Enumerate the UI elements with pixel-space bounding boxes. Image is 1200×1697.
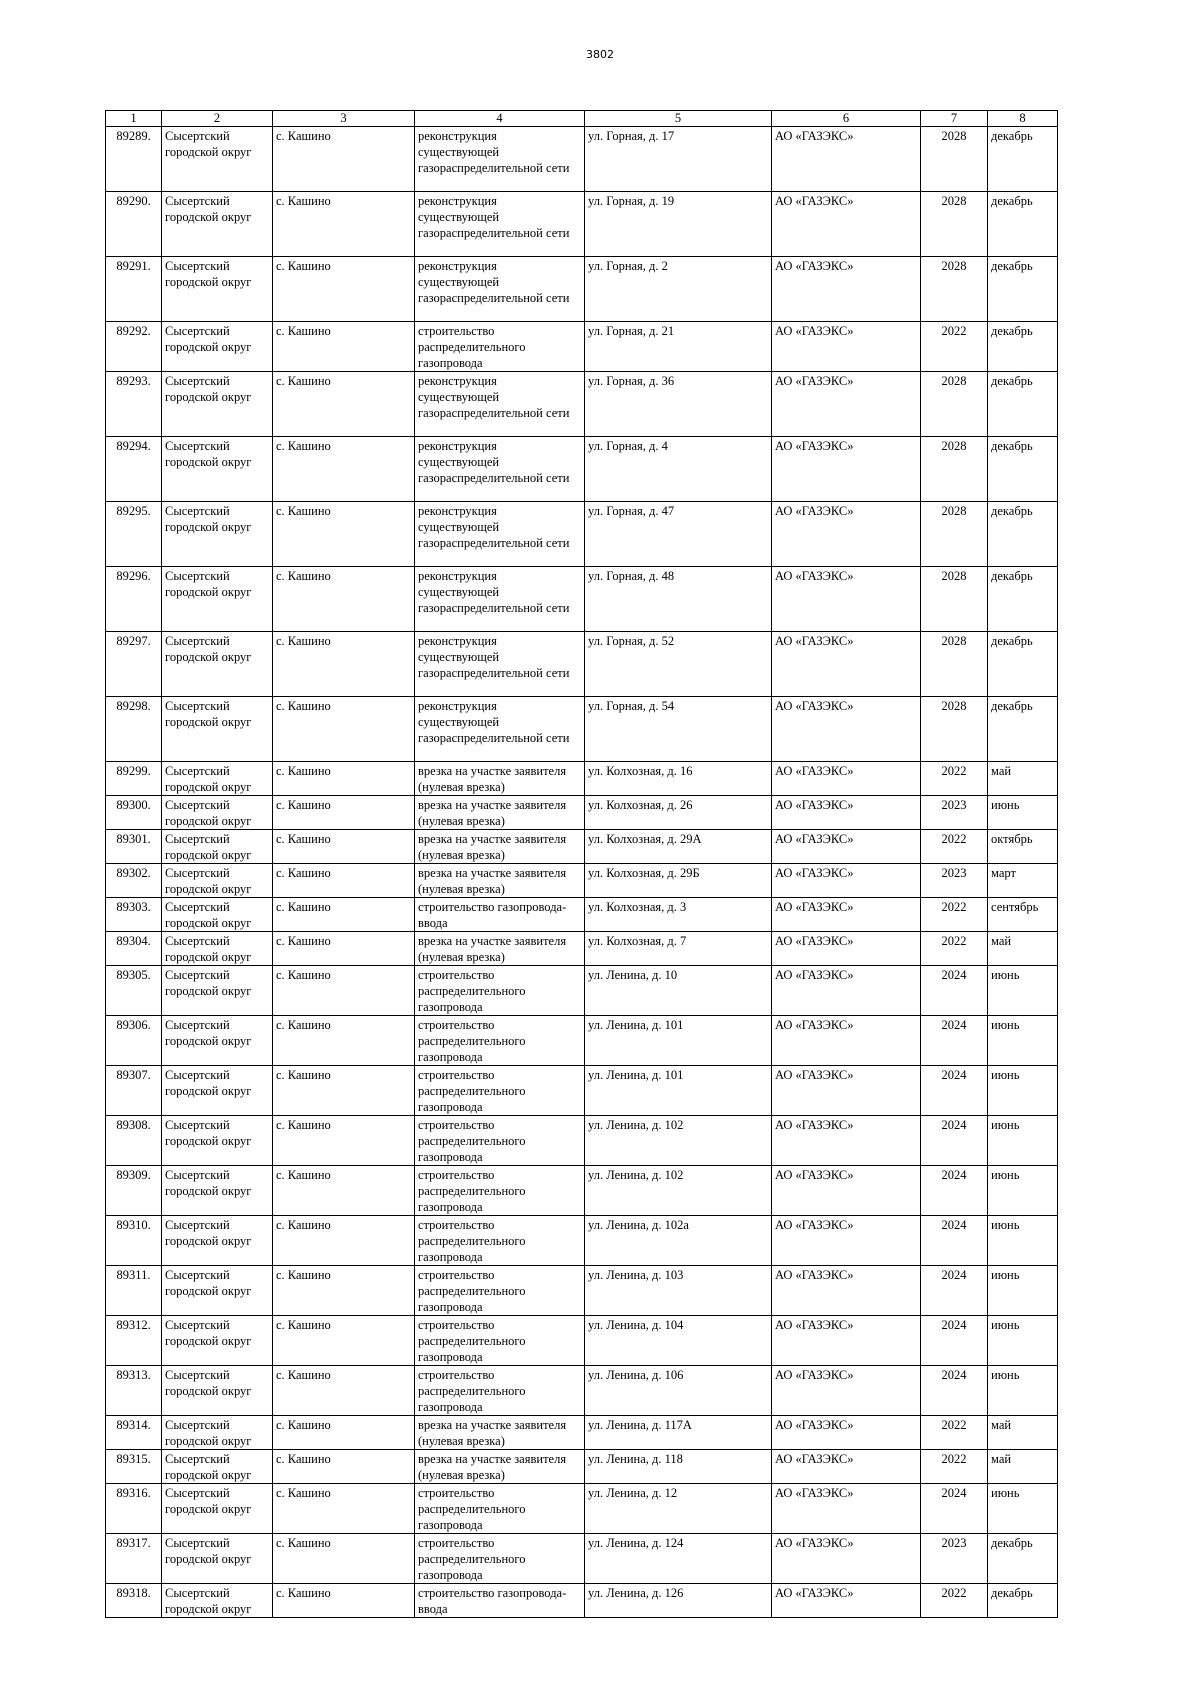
settlement-cell: с. Кашино <box>273 257 415 322</box>
year-cell: 2024 <box>921 1116 988 1166</box>
row-number: 89295. <box>106 502 162 567</box>
settlement-cell: с. Кашино <box>273 1266 415 1316</box>
settlement-cell: с. Кашино <box>273 1366 415 1416</box>
settlement-cell: с. Кашино <box>273 437 415 502</box>
address-cell: ул. Ленина, д. 103 <box>585 1266 772 1316</box>
address-cell: ул. Горная, д. 19 <box>585 192 772 257</box>
address-cell: ул. Ленина, д. 118 <box>585 1450 772 1484</box>
table-row <box>106 1016 1058 1066</box>
settlement-cell: с. Кашино <box>273 898 415 932</box>
district-cell: Сысертский городской округ <box>162 1534 273 1584</box>
address-cell: ул. Горная, д. 47 <box>585 502 772 567</box>
year-cell: 2024 <box>921 1066 988 1116</box>
table-row <box>106 864 1058 898</box>
organization-cell: АО «ГАЗЭКС» <box>772 1266 921 1316</box>
address-cell: ул. Колхозная, д. 16 <box>585 762 772 796</box>
month-cell: март <box>988 864 1058 898</box>
settlement-cell: с. Кашино <box>273 502 415 567</box>
month-cell: сентябрь <box>988 898 1058 932</box>
organization-cell: АО «ГАЗЭКС» <box>772 1484 921 1534</box>
year-cell: 2023 <box>921 864 988 898</box>
district-cell: Сысертский городской округ <box>162 932 273 966</box>
settlement-cell: с. Кашино <box>273 796 415 830</box>
table-body <box>106 127 1058 1618</box>
organization-cell: АО «ГАЗЭКС» <box>772 1534 921 1584</box>
district-cell: Сысертский городской округ <box>162 1450 273 1484</box>
organization-cell: АО «ГАЗЭКС» <box>772 437 921 502</box>
table-row <box>106 1584 1058 1618</box>
month-cell: июнь <box>988 796 1058 830</box>
district-cell: Сысертский городской округ <box>162 127 273 192</box>
table-row <box>106 372 1058 437</box>
work-type-cell: строительство распределительного газопровода <box>415 966 585 1016</box>
row-number: 89289. <box>106 127 162 192</box>
district-cell: Сысертский городской округ <box>162 898 273 932</box>
district-cell: Сысертский городской округ <box>162 1584 273 1618</box>
organization-cell: АО «ГАЗЭКС» <box>772 372 921 437</box>
row-number: 89310. <box>106 1216 162 1266</box>
work-type-cell: строительство газопровода-ввода <box>415 898 585 932</box>
organization-cell: АО «ГАЗЭКС» <box>772 502 921 567</box>
address-cell: ул. Ленина, д. 102 <box>585 1166 772 1216</box>
year-cell: 2024 <box>921 966 988 1016</box>
district-cell: Сысертский городской округ <box>162 372 273 437</box>
year-cell: 2028 <box>921 632 988 697</box>
table-row <box>106 192 1058 257</box>
address-cell: ул. Колхозная, д. 29А <box>585 830 772 864</box>
district-cell: Сысертский городской округ <box>162 502 273 567</box>
column-header: 4 <box>415 111 585 127</box>
row-number: 89303. <box>106 898 162 932</box>
row-number: 89296. <box>106 567 162 632</box>
year-cell: 2023 <box>921 1534 988 1584</box>
work-type-cell: врезка на участке заявителя (нулевая врезка) <box>415 1450 585 1484</box>
address-cell: ул. Горная, д. 54 <box>585 697 772 762</box>
year-cell: 2022 <box>921 1416 988 1450</box>
table-row <box>106 697 1058 762</box>
district-cell: Сысертский городской округ <box>162 1216 273 1266</box>
table-row <box>106 1484 1058 1534</box>
organization-cell: АО «ГАЗЭКС» <box>772 697 921 762</box>
settlement-cell: с. Кашино <box>273 830 415 864</box>
month-cell: июнь <box>988 1116 1058 1166</box>
district-cell: Сысертский городской округ <box>162 966 273 1016</box>
organization-cell: АО «ГАЗЭКС» <box>772 127 921 192</box>
row-number: 89315. <box>106 1450 162 1484</box>
district-cell: Сысертский городской округ <box>162 1416 273 1450</box>
work-type-cell: врезка на участке заявителя (нулевая врезка) <box>415 762 585 796</box>
row-number: 89301. <box>106 830 162 864</box>
work-type-cell: реконструкция существующей газораспределительной сети <box>415 567 585 632</box>
organization-cell: АО «ГАЗЭКС» <box>772 567 921 632</box>
column-header: 3 <box>273 111 415 127</box>
organization-cell: АО «ГАЗЭКС» <box>772 1166 921 1216</box>
month-cell: декабрь <box>988 192 1058 257</box>
address-cell: ул. Горная, д. 21 <box>585 322 772 372</box>
settlement-cell: с. Кашино <box>273 1216 415 1266</box>
row-number: 89317. <box>106 1534 162 1584</box>
column-number-header-row <box>106 111 1058 127</box>
settlement-cell: с. Кашино <box>273 322 415 372</box>
address-cell: ул. Ленина, д. 101 <box>585 1016 772 1066</box>
year-cell: 2022 <box>921 322 988 372</box>
work-type-cell: строительство распределительного газопровода <box>415 322 585 372</box>
row-number: 89300. <box>106 796 162 830</box>
column-header: 1 <box>106 111 162 127</box>
row-number: 89302. <box>106 864 162 898</box>
row-number: 89297. <box>106 632 162 697</box>
year-cell: 2024 <box>921 1484 988 1534</box>
address-cell: ул. Колхозная, д. 26 <box>585 796 772 830</box>
month-cell: октябрь <box>988 830 1058 864</box>
month-cell: декабрь <box>988 632 1058 697</box>
organization-cell: АО «ГАЗЭКС» <box>772 1584 921 1618</box>
table-row <box>106 1450 1058 1484</box>
column-header: 2 <box>162 111 273 127</box>
row-number: 89304. <box>106 932 162 966</box>
month-cell: декабрь <box>988 437 1058 502</box>
address-cell: ул. Колхозная, д. 7 <box>585 932 772 966</box>
organization-cell: АО «ГАЗЭКС» <box>772 796 921 830</box>
settlement-cell: с. Кашино <box>273 372 415 437</box>
address-cell: ул. Ленина, д. 12 <box>585 1484 772 1534</box>
work-type-cell: врезка на участке заявителя (нулевая врезка) <box>415 864 585 898</box>
month-cell: декабрь <box>988 1584 1058 1618</box>
organization-cell: АО «ГАЗЭКС» <box>772 898 921 932</box>
row-number: 89318. <box>106 1584 162 1618</box>
district-cell: Сысертский городской округ <box>162 1484 273 1534</box>
settlement-cell: с. Кашино <box>273 932 415 966</box>
row-number: 89311. <box>106 1266 162 1316</box>
work-type-cell: реконструкция существующей газораспределительной сети <box>415 192 585 257</box>
work-type-cell: реконструкция существующей газораспределительной сети <box>415 437 585 502</box>
settlement-cell: с. Кашино <box>273 1116 415 1166</box>
table-row <box>106 567 1058 632</box>
work-type-cell: врезка на участке заявителя (нулевая врезка) <box>415 1416 585 1450</box>
district-cell: Сысертский городской округ <box>162 322 273 372</box>
address-cell: ул. Горная, д. 4 <box>585 437 772 502</box>
settlement-cell: с. Кашино <box>273 567 415 632</box>
organization-cell: АО «ГАЗЭКС» <box>772 1216 921 1266</box>
month-cell: июнь <box>988 1316 1058 1366</box>
row-number: 89314. <box>106 1416 162 1450</box>
table-row <box>106 932 1058 966</box>
table-row <box>106 632 1058 697</box>
district-cell: Сысертский городской округ <box>162 830 273 864</box>
month-cell: июнь <box>988 966 1058 1016</box>
district-cell: Сысертский городской округ <box>162 632 273 697</box>
work-type-cell: реконструкция существующей газораспределительной сети <box>415 127 585 192</box>
settlement-cell: с. Кашино <box>273 1484 415 1534</box>
organization-cell: АО «ГАЗЭКС» <box>772 1016 921 1066</box>
table-row <box>106 830 1058 864</box>
year-cell: 2028 <box>921 127 988 192</box>
year-cell: 2022 <box>921 762 988 796</box>
table-row <box>106 322 1058 372</box>
address-cell: ул. Горная, д. 2 <box>585 257 772 322</box>
row-number: 89312. <box>106 1316 162 1366</box>
district-cell: Сысертский городской округ <box>162 864 273 898</box>
work-type-cell: строительство распределительного газопровода <box>415 1266 585 1316</box>
month-cell: июнь <box>988 1266 1058 1316</box>
table-row <box>106 898 1058 932</box>
month-cell: декабрь <box>988 567 1058 632</box>
row-number: 89308. <box>106 1116 162 1166</box>
row-number: 89299. <box>106 762 162 796</box>
month-cell: июнь <box>988 1484 1058 1534</box>
year-cell: 2028 <box>921 257 988 322</box>
address-cell: ул. Ленина, д. 126 <box>585 1584 772 1618</box>
settlement-cell: с. Кашино <box>273 1016 415 1066</box>
organization-cell: АО «ГАЗЭКС» <box>772 966 921 1016</box>
organization-cell: АО «ГАЗЭКС» <box>772 762 921 796</box>
table-row <box>106 127 1058 192</box>
month-cell: декабрь <box>988 697 1058 762</box>
work-type-cell: строительство газопровода-ввода <box>415 1584 585 1618</box>
row-number: 89298. <box>106 697 162 762</box>
work-type-cell: строительство распределительного газопровода <box>415 1016 585 1066</box>
month-cell: июнь <box>988 1066 1058 1116</box>
year-cell: 2028 <box>921 437 988 502</box>
organization-cell: АО «ГАЗЭКС» <box>772 632 921 697</box>
table-row <box>106 1316 1058 1366</box>
year-cell: 2024 <box>921 1016 988 1066</box>
settlement-cell: с. Кашино <box>273 1166 415 1216</box>
address-cell: ул. Колхозная, д. 3 <box>585 898 772 932</box>
month-cell: декабрь <box>988 127 1058 192</box>
district-cell: Сысертский городской округ <box>162 257 273 322</box>
year-cell: 2024 <box>921 1316 988 1366</box>
work-type-cell: врезка на участке заявителя (нулевая врезка) <box>415 796 585 830</box>
work-type-cell: реконструкция существующей газораспределительной сети <box>415 257 585 322</box>
settlement-cell: с. Кашино <box>273 697 415 762</box>
table-row <box>106 796 1058 830</box>
work-type-cell: строительство распределительного газопровода <box>415 1366 585 1416</box>
year-cell: 2022 <box>921 1450 988 1484</box>
page-number: 3802 <box>586 48 614 61</box>
table-row <box>106 1116 1058 1166</box>
work-type-cell: врезка на участке заявителя (нулевая врезка) <box>415 830 585 864</box>
organization-cell: АО «ГАЗЭКС» <box>772 1066 921 1116</box>
organization-cell: АО «ГАЗЭКС» <box>772 192 921 257</box>
work-type-cell: реконструкция существующей газораспределительной сети <box>415 632 585 697</box>
district-cell: Сысертский городской округ <box>162 1366 273 1416</box>
month-cell: декабрь <box>988 372 1058 437</box>
month-cell: декабрь <box>988 257 1058 322</box>
organization-cell: АО «ГАЗЭКС» <box>772 932 921 966</box>
address-cell: ул. Колхозная, д. 29Б <box>585 864 772 898</box>
district-cell: Сысертский городской округ <box>162 762 273 796</box>
table-row <box>106 1266 1058 1316</box>
row-number: 89305. <box>106 966 162 1016</box>
settlement-cell: с. Кашино <box>273 1534 415 1584</box>
work-type-cell: реконструкция существующей газораспределительной сети <box>415 502 585 567</box>
organization-cell: АО «ГАЗЭКС» <box>772 1416 921 1450</box>
work-type-cell: строительство распределительного газопровода <box>415 1534 585 1584</box>
work-type-cell: строительство распределительного газопровода <box>415 1166 585 1216</box>
year-cell: 2022 <box>921 830 988 864</box>
column-header: 5 <box>585 111 772 127</box>
settlement-cell: с. Кашино <box>273 127 415 192</box>
district-cell: Сысертский городской округ <box>162 1116 273 1166</box>
table-row <box>106 257 1058 322</box>
year-cell: 2024 <box>921 1166 988 1216</box>
table-row <box>106 437 1058 502</box>
address-cell: ул. Горная, д. 36 <box>585 372 772 437</box>
address-cell: ул. Горная, д. 48 <box>585 567 772 632</box>
organization-cell: АО «ГАЗЭКС» <box>772 1316 921 1366</box>
settlement-cell: с. Кашино <box>273 1584 415 1618</box>
work-type-cell: строительство распределительного газопровода <box>415 1066 585 1116</box>
table-row <box>106 502 1058 567</box>
work-type-cell: врезка на участке заявителя (нулевая врезка) <box>415 932 585 966</box>
settlement-cell: с. Кашино <box>273 1066 415 1116</box>
row-number: 89291. <box>106 257 162 322</box>
work-type-cell: строительство распределительного газопровода <box>415 1484 585 1534</box>
organization-cell: АО «ГАЗЭКС» <box>772 864 921 898</box>
district-cell: Сысертский городской округ <box>162 567 273 632</box>
settlement-cell: с. Кашино <box>273 864 415 898</box>
year-cell: 2022 <box>921 898 988 932</box>
address-cell: ул. Ленина, д. 124 <box>585 1534 772 1584</box>
row-number: 89313. <box>106 1366 162 1416</box>
column-header: 6 <box>772 111 921 127</box>
organization-cell: АО «ГАЗЭКС» <box>772 257 921 322</box>
work-type-cell: строительство распределительного газопровода <box>415 1216 585 1266</box>
year-cell: 2028 <box>921 567 988 632</box>
table-row <box>106 1166 1058 1216</box>
month-cell: июнь <box>988 1016 1058 1066</box>
settlement-cell: с. Кашино <box>273 1450 415 1484</box>
district-cell: Сысертский городской округ <box>162 192 273 257</box>
settlement-cell: с. Кашино <box>273 1416 415 1450</box>
address-cell: ул. Ленина, д. 106 <box>585 1366 772 1416</box>
table-row <box>106 1366 1058 1416</box>
address-cell: ул. Ленина, д. 10 <box>585 966 772 1016</box>
address-cell: ул. Ленина, д. 102а <box>585 1216 772 1266</box>
organization-cell: АО «ГАЗЭКС» <box>772 1366 921 1416</box>
row-number: 89290. <box>106 192 162 257</box>
year-cell: 2028 <box>921 192 988 257</box>
row-number: 89307. <box>106 1066 162 1116</box>
month-cell: декабрь <box>988 322 1058 372</box>
organization-cell: АО «ГАЗЭКС» <box>772 830 921 864</box>
row-number: 89293. <box>106 372 162 437</box>
table-row <box>106 1066 1058 1116</box>
year-cell: 2024 <box>921 1366 988 1416</box>
address-cell: ул. Ленина, д. 117А <box>585 1416 772 1450</box>
month-cell: май <box>988 762 1058 796</box>
month-cell: декабрь <box>988 1534 1058 1584</box>
column-header: 8 <box>988 111 1058 127</box>
year-cell: 2022 <box>921 1584 988 1618</box>
work-type-cell: строительство распределительного газопровода <box>415 1316 585 1366</box>
organization-cell: АО «ГАЗЭКС» <box>772 1450 921 1484</box>
month-cell: июнь <box>988 1166 1058 1216</box>
month-cell: декабрь <box>988 502 1058 567</box>
settlement-cell: с. Кашино <box>273 966 415 1016</box>
column-header: 7 <box>921 111 988 127</box>
year-cell: 2028 <box>921 697 988 762</box>
year-cell: 2023 <box>921 796 988 830</box>
table-row <box>106 1416 1058 1450</box>
settlement-cell: с. Кашино <box>273 1316 415 1366</box>
district-cell: Сысертский городской округ <box>162 1266 273 1316</box>
work-type-cell: строительство распределительного газопровода <box>415 1116 585 1166</box>
table-row <box>106 966 1058 1016</box>
gas-registry-table <box>105 110 1058 1618</box>
year-cell: 2022 <box>921 932 988 966</box>
month-cell: май <box>988 1416 1058 1450</box>
year-cell: 2028 <box>921 372 988 437</box>
row-number: 89292. <box>106 322 162 372</box>
year-cell: 2024 <box>921 1216 988 1266</box>
month-cell: июнь <box>988 1216 1058 1266</box>
district-cell: Сысертский городской округ <box>162 1166 273 1216</box>
address-cell: ул. Горная, д. 52 <box>585 632 772 697</box>
address-cell: ул. Ленина, д. 104 <box>585 1316 772 1366</box>
row-number: 89306. <box>106 1016 162 1066</box>
district-cell: Сысертский городской округ <box>162 1316 273 1366</box>
organization-cell: АО «ГАЗЭКС» <box>772 322 921 372</box>
address-cell: ул. Ленина, д. 101 <box>585 1066 772 1116</box>
row-number: 89316. <box>106 1484 162 1534</box>
district-cell: Сысертский городской округ <box>162 796 273 830</box>
district-cell: Сысертский городской округ <box>162 1016 273 1066</box>
settlement-cell: с. Кашино <box>273 762 415 796</box>
district-cell: Сысертский городской округ <box>162 437 273 502</box>
table-row <box>106 762 1058 796</box>
row-number: 89294. <box>106 437 162 502</box>
settlement-cell: с. Кашино <box>273 192 415 257</box>
month-cell: май <box>988 1450 1058 1484</box>
year-cell: 2024 <box>921 1266 988 1316</box>
district-cell: Сысертский городской округ <box>162 1066 273 1116</box>
month-cell: июнь <box>988 1366 1058 1416</box>
settlement-cell: с. Кашино <box>273 632 415 697</box>
table-row <box>106 1534 1058 1584</box>
district-cell: Сысертский городской округ <box>162 697 273 762</box>
year-cell: 2028 <box>921 502 988 567</box>
row-number: 89309. <box>106 1166 162 1216</box>
organization-cell: АО «ГАЗЭКС» <box>772 1116 921 1166</box>
address-cell: ул. Ленина, д. 102 <box>585 1116 772 1166</box>
address-cell: ул. Горная, д. 17 <box>585 127 772 192</box>
work-type-cell: реконструкция существующей газораспределительной сети <box>415 697 585 762</box>
month-cell: май <box>988 932 1058 966</box>
table-row <box>106 1216 1058 1266</box>
work-type-cell: реконструкция существующей газораспределительной сети <box>415 372 585 437</box>
